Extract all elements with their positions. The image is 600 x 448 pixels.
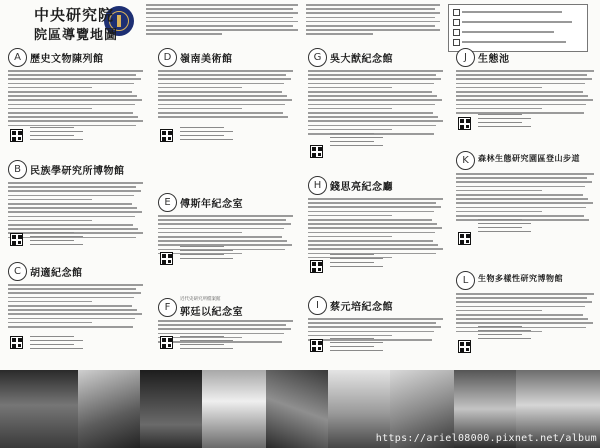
legend-marker-icon [453, 19, 460, 26]
venue-letter-badge: J [456, 48, 475, 67]
legend-box [448, 4, 588, 52]
qr-code-icon [310, 260, 323, 273]
qr-code-icon [10, 336, 23, 349]
legend-marker-icon [453, 39, 460, 46]
venue-name: 蔡元培紀念館 [330, 302, 393, 313]
venue-name: 森林生態研究園區登山步道 [478, 153, 580, 163]
photo-building-exterior [78, 370, 140, 448]
qr-code-icon [10, 233, 23, 246]
venue-name: 吳大猷紀念館 [330, 54, 393, 65]
venue-name: 郭廷以紀念室 [180, 307, 243, 318]
venue-letter-badge: G [308, 48, 327, 67]
photo-portrait [202, 370, 266, 448]
photo-museum-exhibit [0, 370, 78, 448]
venue-name: 生態池 [478, 54, 510, 65]
watermark-credit: https://ariel08000.pixnet.net/album [375, 433, 597, 444]
venue-name-prefix: 近代史研究所檔案館 [180, 297, 221, 302]
qr-code-icon [458, 340, 471, 353]
venue-letter-badge: D [158, 48, 177, 67]
qr-code-icon [160, 336, 173, 349]
venue-letter-badge: K [456, 151, 475, 170]
venue-name: 生物多樣性研究博物館 [478, 273, 563, 283]
venue-name: 錢思亮紀念廳 [330, 182, 393, 193]
intro-text-left [146, 4, 298, 38]
venue-letter-badge: H [308, 176, 327, 195]
venue-name: 傅斯年紀念室 [180, 199, 243, 210]
venue-letter-badge: A [8, 48, 27, 67]
qr-code-icon [310, 339, 323, 352]
venue-name: 民族學研究所博物館 [30, 166, 125, 177]
venue-name: 胡適紀念館 [30, 268, 83, 279]
page-title: 中央研究院 [34, 6, 115, 24]
page-subtitle: 院區導覽地圖 [34, 28, 119, 43]
qr-code-icon [10, 129, 23, 142]
legend-marker-icon [453, 9, 460, 16]
venue-letter-badge: E [158, 193, 177, 212]
qr-code-icon [160, 252, 173, 265]
qr-code-icon [458, 232, 471, 245]
venue-letter-badge: L [456, 271, 475, 290]
qr-code-icon [160, 129, 173, 142]
venue-name: 嶺南美術館 [180, 54, 233, 65]
venue-name: 歷史文物陳列館 [30, 54, 104, 65]
photo-gallery-interior [140, 370, 202, 448]
qr-code-icon [310, 145, 323, 158]
venue-letter-badge: B [8, 160, 27, 179]
venue-letter-badge: C [8, 262, 27, 281]
qr-code-icon [458, 117, 471, 130]
venue-letter-badge: I [308, 296, 327, 315]
intro-text-right [306, 4, 440, 38]
venue-letter-badge: F [158, 298, 177, 317]
legend-marker-icon [453, 29, 460, 36]
photo-exhibit-hall [266, 370, 328, 448]
